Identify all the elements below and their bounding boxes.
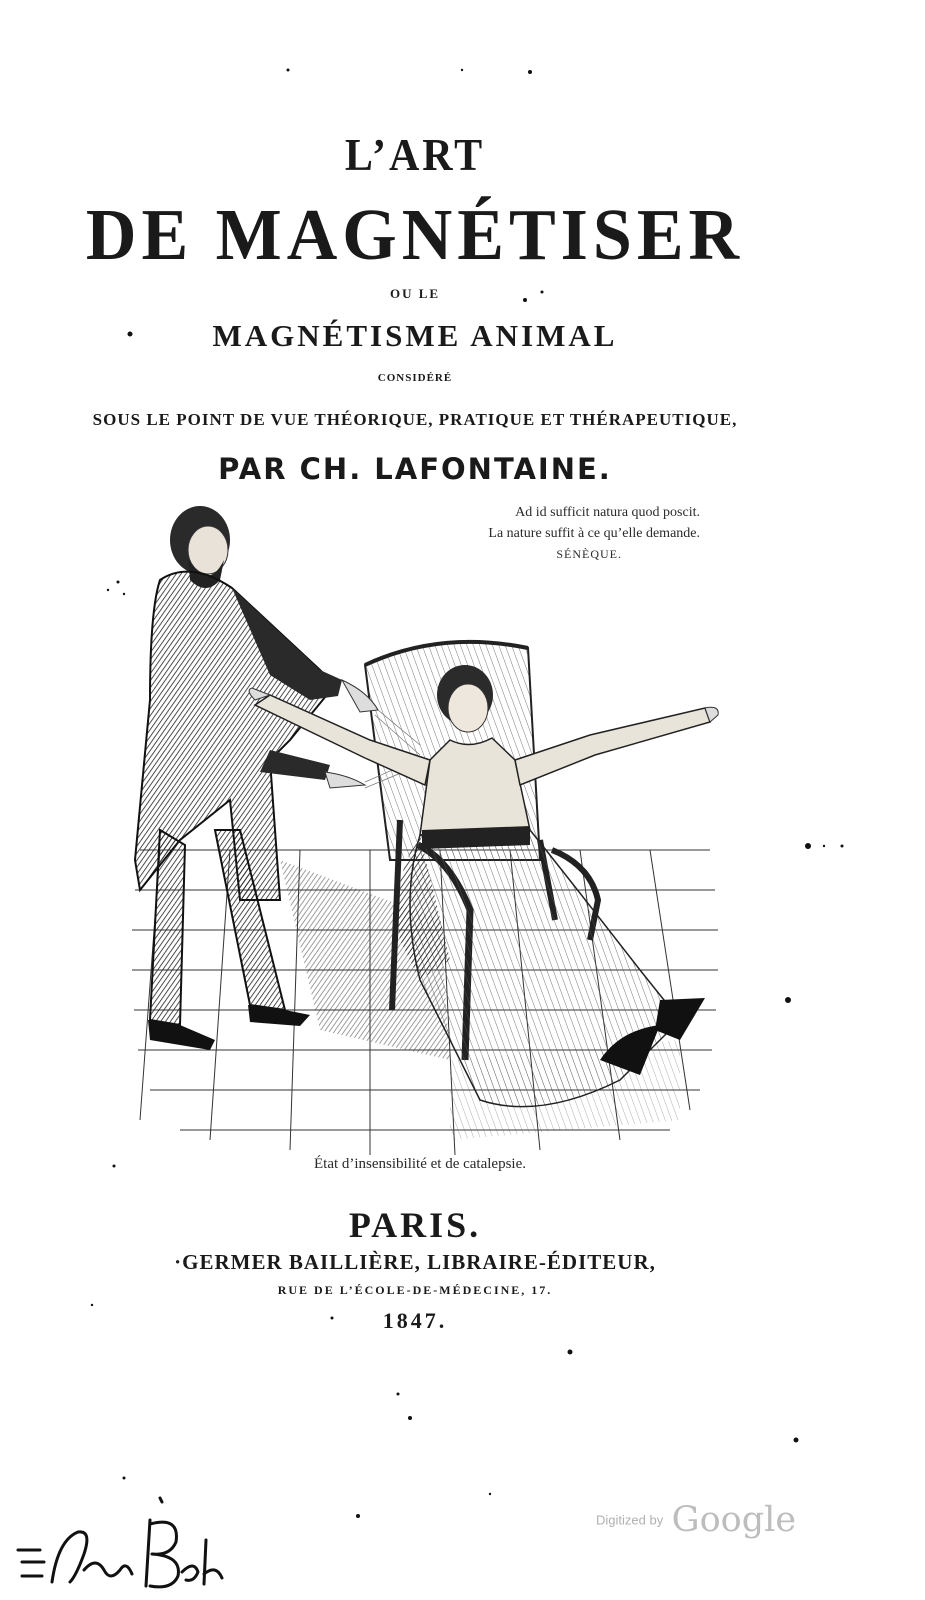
title-connector: OU LE — [389, 286, 441, 301]
google-logo: Google — [671, 1500, 797, 1540]
handwritten-signature — [0, 1490, 240, 1600]
imprint-city: PARIS. — [348, 1205, 482, 1245]
considered-label: CONSIDÉRÉ — [377, 372, 453, 384]
digitized-label: Digitized by — [596, 1512, 664, 1528]
epigraph-french: La nature suffit à ce qu’elle demande. — [488, 526, 700, 541]
main-title: DE MAGNÉTISER — [85, 195, 745, 276]
point-of-view-line: SOUS LE POINT DE VUE THÉORIQUE, PRATIQUE ET THÉRAPEUTIQUE, — [92, 410, 738, 429]
imprint-address: RUE DE L’ÉCOLE-DE-MÉDECINE, 17. — [277, 1283, 553, 1297]
engraving-illustration — [120, 500, 720, 1190]
illustration-caption: État d’insensibilité et de catalepsie. — [313, 1156, 526, 1172]
imprint-year: 1847. — [382, 1308, 448, 1333]
epigraph-attribution: SÉNÈQUE. — [556, 547, 622, 561]
author-line: PAR CH. LAFONTAINE. — [218, 452, 612, 486]
digitized-watermark — [596, 1500, 796, 1540]
epigraph-latin: Ad id sufficit natura quod poscit. — [515, 505, 700, 520]
pre-title: L’ART — [344, 131, 486, 181]
epigraph — [400, 502, 700, 565]
subtitle: MAGNÉTISME ANIMAL — [212, 318, 618, 353]
imprint-publisher: ·GERMER BAILLIÈRE, LIBRAIRE-ÉDITEUR, — [174, 1250, 656, 1274]
